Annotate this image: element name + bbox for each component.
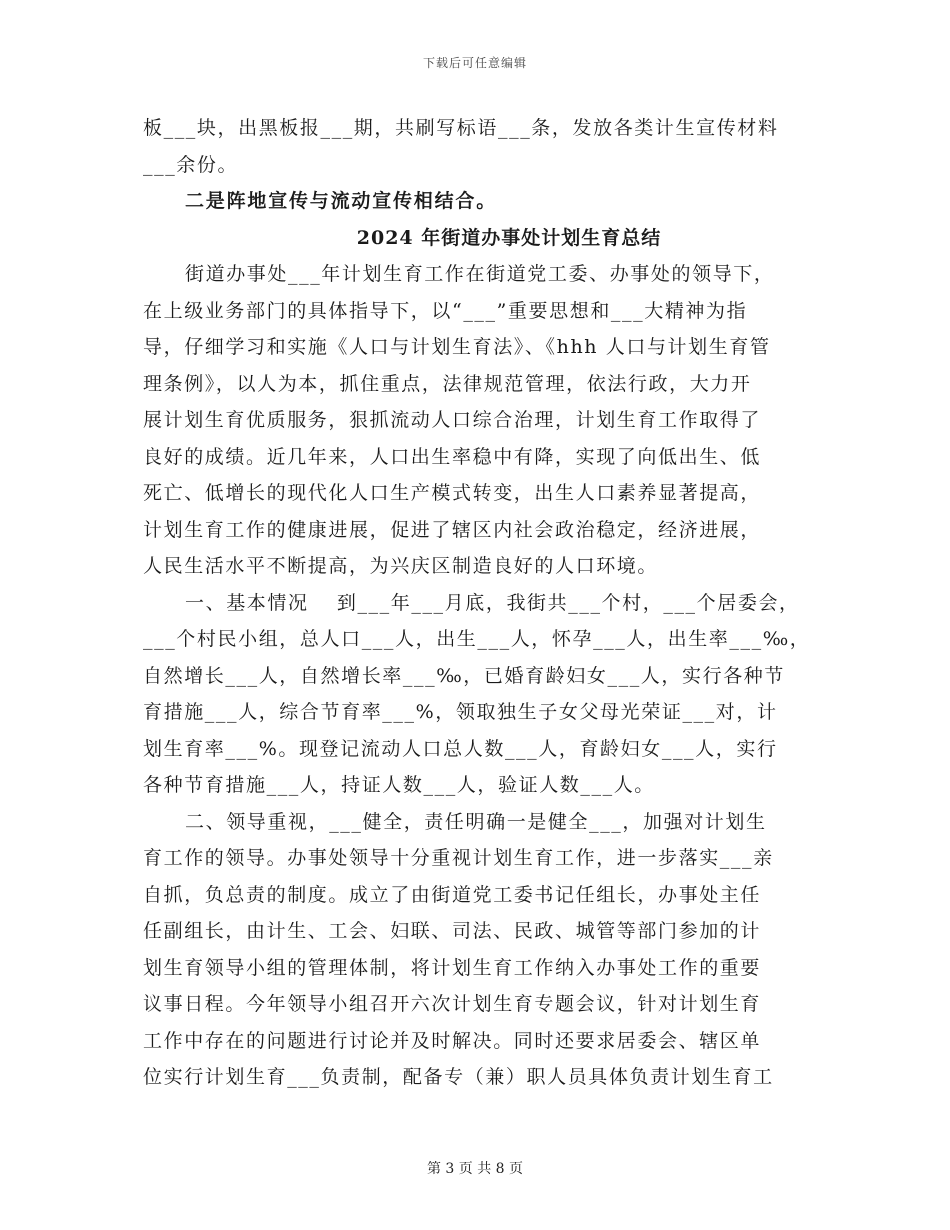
text-line: ___余份。: [143, 153, 239, 176]
page-header: 下载后可任意编辑: [422, 56, 527, 70]
text-line: 育措施___人，综合节育率___%，领取独生子女父母光荣证___对，计: [143, 701, 778, 723]
text-line: 二、领导重视，___健全，责任明确一是健全___，加强对计划生: [185, 810, 767, 833]
text-line: 划生育领导小组的管理体制，将计划生育工作纳入办事处工作的重要: [143, 956, 762, 979]
document-title: 2024 年街道办事处计划生育总结: [356, 226, 662, 249]
text-line: 理条例》，以人为本，抓住重点，法律规范管理，依法行政，大力开: [143, 372, 752, 395]
text-line: 一、基本情况 到___年___月底，我街共___个村，___个居委会，: [185, 591, 800, 614]
text-line: 位实行计划生育___负责制，配备专（兼）职人员具体负责计划生育工: [143, 1066, 774, 1088]
text-line: 计划生育工作的健康进展，促进了辖区内社会政治稳定，经济进展，: [143, 518, 762, 541]
bold-point: 二是阵地宣传与流动宣传相结合。: [185, 190, 498, 212]
paragraph-basic-situation: [143, 585, 815, 804]
paragraph-leadership: [143, 804, 815, 1096]
page-footer: 第 3 页 共 8 页: [426, 1161, 524, 1177]
text-line: 导，仔细学习和实施《人口与计划生育法》、《hhh 人口与计划生育管: [143, 336, 771, 358]
document-body: [143, 110, 815, 1096]
text-line: 街道办事处___年计划生育工作在街道党工委、办事处的领导下，: [185, 263, 775, 285]
text-line: 自然增长___人，自然增长率___‰，已婚育龄妇女___人，实行各种节: [143, 664, 785, 687]
text-line: 人民生活水平不断提高，为兴庆区制造良好的人口环境。: [143, 555, 659, 577]
text-line: 自抓，负总责的制度。成立了由街道党工委书记任组长，办事处主任: [143, 883, 762, 906]
text-line: 在上级业务部门的具体指导下，以“___”重要思想和___大精神为指: [143, 299, 748, 322]
paragraph-intro: [143, 256, 815, 585]
text-line: 展计划生育优质服务，狠抓流动人口综合治理，计划生育工作取得了: [143, 409, 762, 431]
text-line: 死亡、低增长的现代化人口生产模式转变，出生人口素养显著提高，: [143, 482, 762, 504]
text-line: 工作中存在的问题进行讨论并及时解决。同时还要求居委会、辖区单: [143, 1029, 762, 1052]
text-line: 任副组长，由计生、工会、妇联、司法、民政、城管等部门参加的计: [143, 920, 762, 942]
text-line: ___个村民小组，总人口___人，出生___人，怀孕___人，出生率___‰，: [143, 628, 811, 650]
text-line: 各种节育措施___人，持证人数___人，验证人数___人。: [143, 774, 655, 796]
text-line: 议事日程。今年领导小组召开六次计划生育专题会议，针对计划生育: [143, 993, 762, 1015]
text-line: 板___块，出黑板报___期，共刷写标语___条，发放各类计生宣传材料: [143, 117, 779, 139]
text-line: 良好的成绩。近几年来，人口出生率稳中有降，实现了向低出生、低: [143, 445, 762, 468]
text-line: 划生育率___%。现登记流动人口总人数___人，育龄妇女___人，实行: [143, 737, 778, 760]
text-line: 育工作的领导。办事处领导十分重视计划生育工作，进一步落实___亲: [143, 847, 774, 869]
